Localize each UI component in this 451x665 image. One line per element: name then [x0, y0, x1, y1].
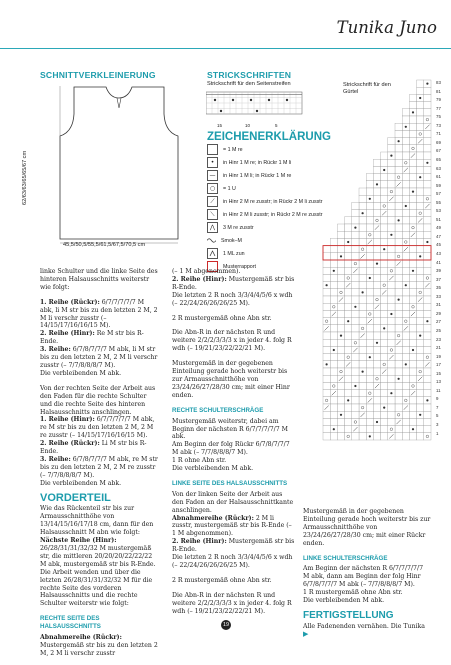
chart-row-number: 79 — [436, 97, 441, 103]
page-title: Tunika Juno — [336, 18, 437, 37]
chart-row-number: 57 — [436, 191, 441, 197]
rechte-schulter-heading: RECHTE SCHULTERSCHRÄGE — [172, 406, 264, 414]
chart-row-number: 83 — [436, 80, 441, 85]
legend-item: — in Hinr 1 M li; in Rückr 1 M re — [207, 169, 347, 182]
chart-row-number: 51 — [436, 216, 441, 222]
circle-icon: ○ — [207, 183, 218, 194]
legend-item: = 1 M re — [207, 143, 347, 156]
legend-item: ○ = 1 U — [207, 182, 347, 195]
chart-row-number: 55 — [436, 199, 441, 205]
chart-row-number: 19 — [436, 353, 441, 359]
legend-item: 1 ML zun — [207, 247, 347, 260]
chart-row-number: 31 — [436, 302, 441, 308]
chart-row-number: 1 — [436, 430, 439, 436]
zeichen-heading: ZEICHENERKLÄRUNG — [207, 131, 331, 143]
chart-row-number: 41 — [436, 259, 441, 265]
smock-icon — [207, 236, 216, 245]
text-column-1: linke Schulter und die linke Seite des hinteren Halsausschnitts weiterstr wie folgt: 1. Reihe (Rückr): 6/7/7/7/7/7 M abk, li M str bis zu den letzten 2 M, 2 M li verschr zusstr (– 14/15/17/16/16/15 M). 2. Reihe (Hinr): Re M str bis R-Ende. 3. Reihe: 6/7/8/7/7/7 M abk, li M str bis zu den letzten 2 M, 2 M li verschr zusstr (– 7/7/8/8/8/7 M). Die verbleibenden M abk. Von der rechten Seite der Arbeit aus den Faden für die rechte Schulter und die rechte Seite des hinteren Halsausschnitts anschlingen. 1. Reihe (Hinr): 6/7/7/7/7/7 M abk, re M str bis zu den letzten 2 M, 2 M re zusstr (– 14/15/17/16/16/15 M). 2. Reihe (Rückr): Li M str bis R-Ende. 3. Reihe: 6/7/8/7/7/7 M abk, re M str bis zu den letzten 2 M, 2 M re zusstr (– 7/7/8/8/8/7 M). Die verbleibenden M abk. VORDERTEIL Wie das Rückenteil str bis zur Armausschnitthöhe von 13/14/15/16/17/18 cm, dann für den Halsausschnitt M abn wie folgt: Nächste Reihe (Hinr): 26/28/31/31/32/32 M mustergemäß str, die mittleren 20/20/20/22/22/22 M abk, mustergemäß str bis R-Ende. Die Arbeit wenden und über die letzten 26/28/31/31/32/32 M für die rechte Seite des vorderen Halsausschnitts und die rechte Schulter weiterstr wie folgt: RECHTE SEITE DES HALSAUSSCHNITTS Abnahmereihe (Rückr): Mustergemäß str bis zu den letzten 2 M, 2 M li verschr zusstr — [40, 268, 158, 657]
chart-row-number: 37 — [436, 276, 441, 282]
seitenstreifen-chart — [206, 90, 308, 122]
chart-row-number: 23 — [436, 336, 441, 342]
text-column-3: Mustergemäß in der gegebenen Einteilung gerade hoch weiterstr bis zur Armausschnitthöhe von 23/24/26/27/28/30 cm; mit einer Rückr enden. LINKE SCHULTERSCHRÄGE Am Beginn der nächsten R 6/7/7/7/7/7 M abk, dann am Beginn der folg Hinr 6/7/8/7/7/7 M abk (– 7/7/8/8/8/7 M). 1 R mustergemäß ohne Abn str. Die verbleibenden M abk. FERTIGSTELLUNG Alle Fadenenden vernähen. Die Tunika ▶ — [303, 508, 431, 638]
chart-row-number: 29 — [436, 310, 441, 316]
chart-row-number: 63 — [436, 165, 441, 171]
chart-row-number: 5 — [436, 413, 439, 419]
linke-hals-heading: LINKE SEITE DES HALSAUSSCHNITTS — [172, 479, 288, 487]
chart-row-number: 59 — [436, 182, 441, 188]
chart-row-number: 65 — [436, 156, 441, 162]
chart-row-number: 25 — [436, 327, 441, 333]
legend-item: Musterrapport — [207, 260, 347, 273]
chart-row-number: 45 — [436, 242, 441, 248]
page-number: 19 — [222, 622, 230, 628]
chart-row-number: 7 — [436, 404, 439, 410]
seitenstreifen-subtitle: Strickschrift für den Seitenstreifen — [207, 81, 291, 87]
schnitt-heading: SCHNITTVERKLEINERUNG — [40, 70, 156, 80]
chart-row-number: 67 — [436, 148, 441, 154]
chart-row-number: 75 — [436, 114, 441, 120]
chart-row-number: 35 — [436, 285, 441, 291]
chart-row-number: 13 — [436, 379, 441, 385]
continue-arrow-icon: ▶ — [303, 629, 309, 638]
chart-row-number: 73 — [436, 122, 441, 128]
schnitt-width-label: 45,5/50,5/55,5/61,5/67,5/70,5 cm — [63, 242, 146, 248]
chart-row-number: 47 — [436, 233, 441, 239]
chart-row-number: 9 — [436, 396, 439, 402]
chart-row-number: 17 — [436, 362, 441, 368]
triple-decrease-icon: ⋀ — [207, 222, 218, 233]
chart-row-number: 39 — [436, 268, 441, 274]
chart-col-5: 5 — [275, 123, 278, 128]
pattern-schematic — [44, 84, 194, 244]
chart-row-number: 49 — [436, 225, 441, 231]
legend-item: • in Hinr 1 M re; in Rückr 1 M li — [207, 156, 347, 169]
increase-icon — [207, 248, 218, 259]
chart-row-number: 71 — [436, 131, 441, 137]
guertel-chart — [318, 78, 433, 444]
rechte-hals-heading: RECHTE SEITE DES HALSAUSSCHNITTS — [40, 615, 101, 631]
chart-row-number: 21 — [436, 345, 441, 351]
strickschriften-heading: STRICKSCHRIFTEN — [207, 70, 292, 80]
chart-row-number: 3 — [436, 422, 439, 427]
chart-row-number: 33 — [436, 293, 441, 299]
right-slant-icon: ⟋ — [207, 196, 218, 207]
chart-row-number: 77 — [436, 105, 441, 111]
dash-icon: — — [207, 170, 218, 181]
fertigstellung-heading: FERTIGSTELLUNG — [303, 609, 394, 621]
chart-row-number: 61 — [436, 174, 441, 180]
chart-row-number: 43 — [436, 251, 441, 256]
vorderteil-heading: VORDERTEIL — [40, 491, 111, 504]
guertel-label: Strickschrift für den Gürtel — [343, 82, 391, 95]
chart-row-number: 15 — [436, 370, 441, 376]
header-rule — [0, 48, 451, 49]
legend-item: ⋀ 3 M re zusstr — [207, 221, 347, 234]
chart-row-number: 11 — [436, 387, 441, 393]
dot-icon: • — [207, 157, 218, 168]
legend-item: ⟍ in Hinr 2 M li zusstr; in Rückr 2 M re zusstr — [207, 208, 347, 221]
chart-col-10: 10 — [245, 123, 251, 128]
schnitt-height-label: 62/63/63/65/65/67 cm — [22, 150, 28, 205]
linke-schulter-heading: LINKE SCHULTERSCHRÄGE — [303, 554, 388, 562]
chart-row-number: 81 — [436, 88, 441, 94]
chart-row-number: 53 — [436, 208, 441, 214]
legend-item: ⟋ in Hinr 2 M re zusstr; in Rückr 2 M li zusstr — [207, 195, 347, 208]
left-slant-icon: ⟍ — [207, 209, 218, 220]
chart-col-15: 15 — [217, 123, 223, 128]
chart-row-number: 69 — [436, 139, 441, 145]
knit-icon — [207, 144, 218, 155]
text-column-2: (– 1 M abgenommen). 2. Reihe (Hinr): Mustergemäß str bis R-Ende. Die letzten 2 R noch 3/3/4/4/5/6 x wdh (– 22/24/26/26/26/25 M). 2 R mustergemäß ohne Abn str. Die Abn-R in der nächsten R und weitere 2/2/2/3/3/3 x in jeder 4. folg R wdh (– 19/21/23/22/22/21 M). Mustergemäß in der gegebenen Einteilung gerade hoch weiterstr bis zur Armausschnitthöhe von 23/24/26/27/28/30 cm; mit einer Hinr enden. RECHTE SCHULTERSCHRÄGE Mustergemäß weiterstr, dabei am Beginn der nächsten R 6/7/7/7/7/7 M abk. Am Beginn der folg Rückr 6/7/8/7/7/7 M abk (– 7/7/8/8/8/7 M). 1 R ohne Abn str. Die verbleibenden M abk. LINKE SEITE DES HALSAUSSCHNITTS Von der linken Seite der Arbeit aus den Faden an der Halsausschnittkante anschlingen. Abnahmereihe (Rückr): 2 M li zusstr, mustergemäß str bis R-Ende (– 1 M abgenommen). 2. Reihe (Hinr): Mustergemäß str bis R-Ende. Die letzten 2 R noch 3/3/4/4/5/6 x wdh (– 22/24/26/26/26/25 M). 2 R mustergemäß ohne Abn str. Die Abn-R in der nächsten R und weitere 2/2/2/3/3/3 x in jeder 4. folg R wdh (– 19/21/23/22/22/21 M). — [172, 268, 295, 615]
legend-item: Smok–M — [207, 234, 347, 247]
chart-row-number: 27 — [436, 319, 441, 325]
